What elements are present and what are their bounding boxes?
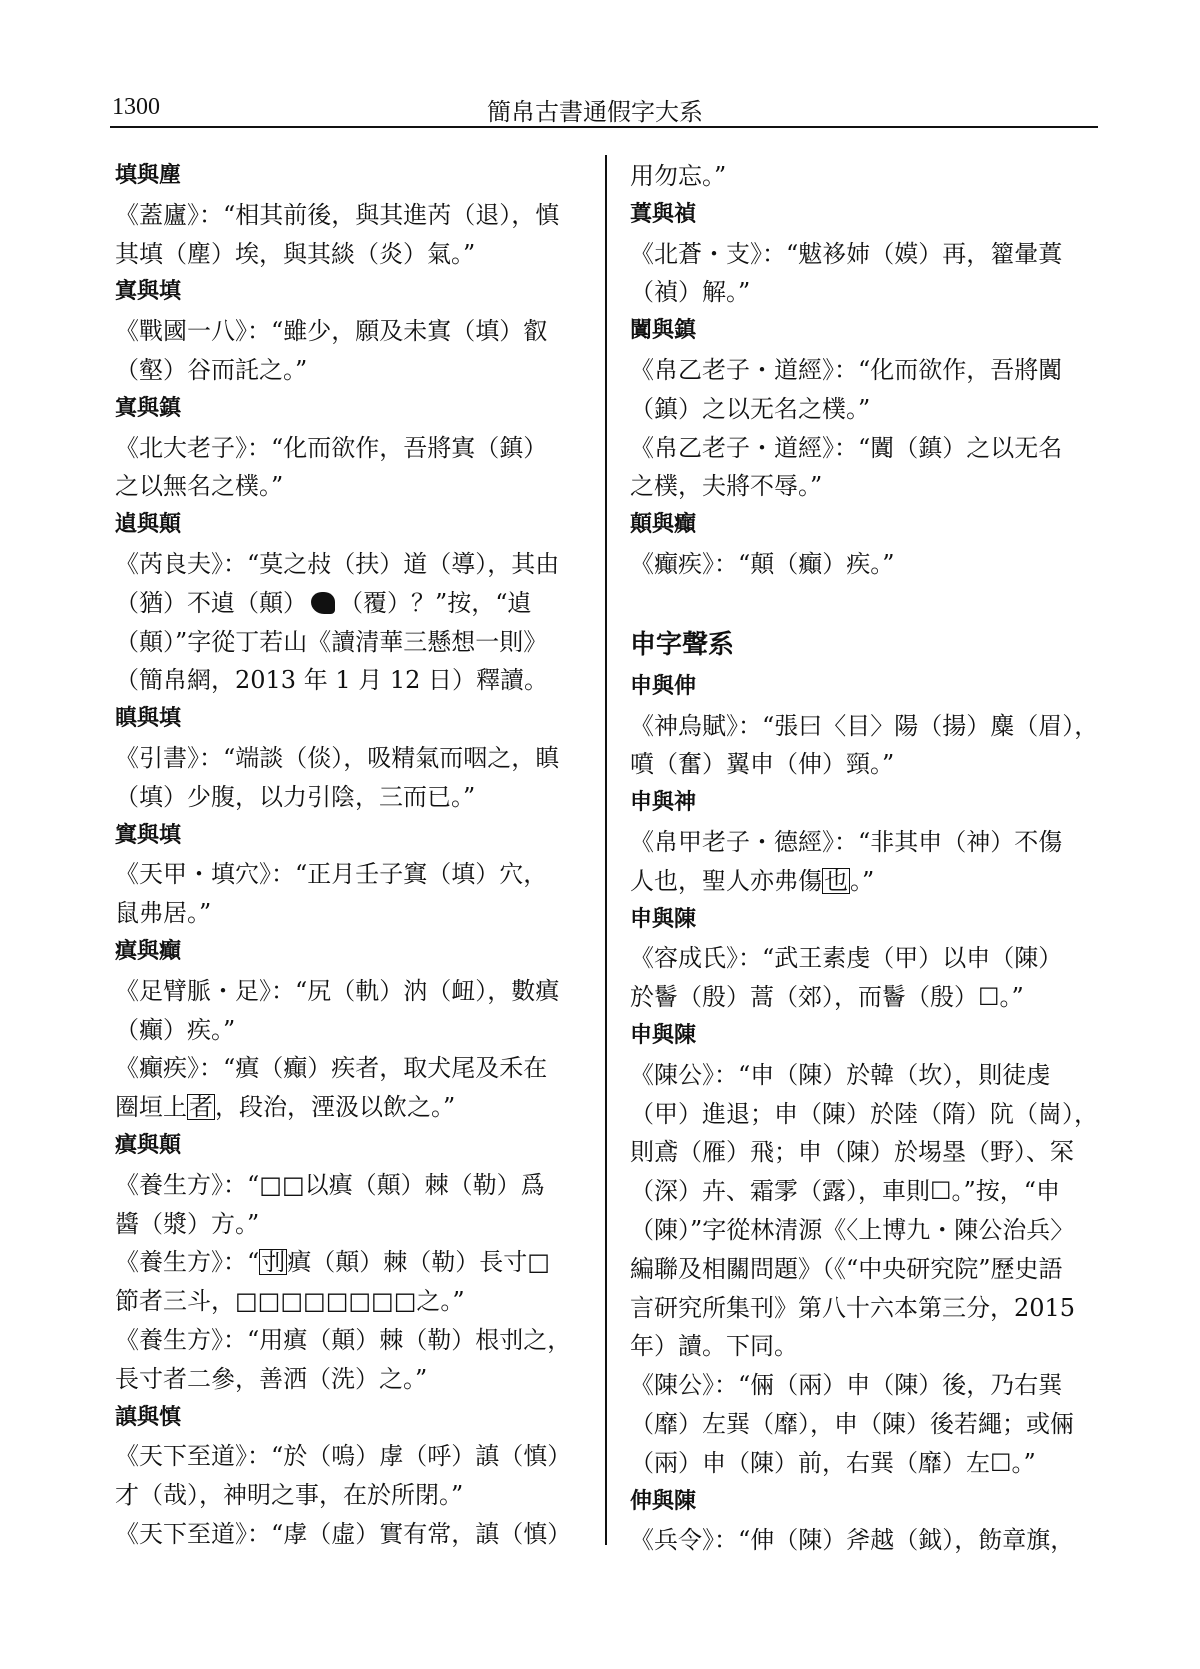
text-segment: 《養生方》：“用瘨（顛）棘（勒）根刌之， <box>115 1325 572 1354</box>
entry-headword <box>630 901 1100 940</box>
text-line <box>630 351 1100 390</box>
text-segment: 申與陳 <box>630 906 697 932</box>
text-line <box>630 1172 1100 1211</box>
text-segment: 謓與慎 <box>115 1404 182 1430</box>
text-line <box>115 235 585 274</box>
text-segment: 瘨（顛）棘（勒）長寸□ <box>287 1248 550 1277</box>
text-segment: 瞋與填 <box>115 706 182 732</box>
text-line <box>115 1321 585 1360</box>
text-line <box>115 351 585 390</box>
text-segment: 寘與填 <box>115 279 182 305</box>
text-segment: 則鳶（雁）飛；申（陳）於埸塁（野）、罙 <box>630 1138 1074 1167</box>
text-line <box>630 1095 1100 1134</box>
text-line <box>115 739 585 778</box>
header-rule <box>110 126 1098 128</box>
text-line <box>630 1521 1100 1560</box>
text-line <box>115 1011 585 1050</box>
text-segment: （鎮）之以无名之樸。” <box>630 394 871 423</box>
entry-headword <box>115 700 585 739</box>
entry-headword <box>115 817 585 856</box>
text-line <box>630 1056 1100 1095</box>
text-segment: 圈垣上 <box>115 1093 187 1122</box>
text-line <box>115 1360 585 1399</box>
text-segment: 鼠弗居。” <box>115 899 212 928</box>
text-line <box>630 862 1100 901</box>
entry-headword <box>630 1483 1100 1522</box>
entry-headword <box>115 1399 585 1438</box>
text-line <box>630 707 1100 746</box>
text-line <box>630 978 1100 1017</box>
text-segment: 填與塵 <box>115 163 182 188</box>
text-segment: 《帛甲老子・德經》：“非其申（神）不傷 <box>630 827 1063 856</box>
text-line <box>115 661 585 700</box>
text-segment: 《天甲・填穴》：“正月壬子窴（填）穴， <box>115 860 548 889</box>
text-line <box>115 1515 585 1554</box>
text-segment: （簡帛網，2013 年 1 月 12 日）釋讀。 <box>115 666 549 695</box>
column-divider <box>605 155 607 1545</box>
text-segment: 《養生方》：“ <box>115 1248 260 1277</box>
entry-headword <box>630 784 1100 823</box>
entry-headword <box>115 273 585 312</box>
text-segment: 用勿忘。” <box>630 162 727 190</box>
text-line <box>115 1049 585 1088</box>
text-segment: 言研究所集刊》第八十六本第三分，2015 <box>630 1293 1076 1322</box>
text-segment: 《神烏賦》：“張曰〈目〉陽（揚）麋（眉）， <box>630 711 1099 740</box>
text-line <box>115 196 585 235</box>
text-segment: 申與伸 <box>630 673 697 699</box>
text-line <box>115 855 585 894</box>
text-line <box>115 972 585 1011</box>
text-line <box>115 778 585 817</box>
text-segment: 伸與陳 <box>630 1488 697 1514</box>
entry-headword <box>115 390 585 429</box>
entry-headword <box>630 668 1100 707</box>
text-segment: 申字聲系 <box>630 629 735 660</box>
text-segment: 《容成氏》：“武王素虔（甲）以申（陳） <box>630 944 1063 973</box>
text-segment: 才（哉），神明之事，在於所閉。” <box>115 1481 464 1510</box>
text-segment: 闐與鎮 <box>630 318 697 344</box>
text-line <box>630 429 1100 468</box>
text-segment: 節者三斗，□□□□□□□□之。” <box>115 1287 465 1316</box>
text-segment: 《天下至道》：“虖（虛）實有常，謓（慎） <box>115 1519 572 1548</box>
text-line <box>115 1166 585 1205</box>
text-segment: 《足臂脈・足》：“尻（軌）汭（衄），數瘨 <box>115 976 560 1005</box>
text-segment: 。” <box>850 866 875 895</box>
text-line <box>630 273 1100 312</box>
text-line <box>630 939 1100 978</box>
text-segment: 《北蒼・支》：“魃袳姉（嫫）再，籊暈蒖 <box>630 239 1063 268</box>
entry-headword <box>630 1017 1100 1056</box>
text-line <box>630 1289 1100 1328</box>
text-segment: 長寸者二參，善洒（洗）之。” <box>115 1364 428 1393</box>
text-line <box>115 1437 585 1476</box>
text-segment: 窴與填 <box>115 822 182 848</box>
text-line <box>115 894 585 933</box>
text-segment: （靡）左𢁉（靡），申（陳）後若繩；或倆 <box>630 1409 1074 1438</box>
section-heading <box>630 622 1100 668</box>
text-segment: 《帛乙老子・道經》：“化而欲作，吾將闐 <box>630 355 1063 384</box>
text-segment: 遉與顛 <box>115 512 182 538</box>
text-segment: （陳）”字從林清源《〈上博九・陳公治兵〉 <box>630 1215 1075 1244</box>
text-segment: 申與神 <box>630 790 697 816</box>
text-segment: 《養生方》：“□□以瘨（顛）棘（勒）爲 <box>115 1170 545 1199</box>
text-segment: （兩）申（陳）前，右𢁉（靡）左☐。” <box>630 1448 1036 1477</box>
text-segment: 申與陳 <box>630 1022 697 1048</box>
text-segment: （癲）疾。” <box>115 1015 236 1044</box>
text-line <box>630 1211 1100 1250</box>
entry-headword <box>115 1127 585 1166</box>
text-segment: 醬（漿）方。” <box>115 1209 260 1238</box>
text-line <box>115 429 585 468</box>
text-line <box>115 467 585 506</box>
boxed-character: 者 <box>189 1093 213 1122</box>
text-segment: 《兵令》：“伸（陳）斧越（鉞），飭章旗， <box>630 1526 1075 1555</box>
text-segment: 年）讀。下同。 <box>630 1332 798 1361</box>
text-segment: （壑）谷而託之。” <box>115 355 308 384</box>
text-segment: （深）卉、霜雺（露），車則☐。”按，“申 <box>630 1177 1061 1206</box>
running-title: 簡帛古書通假字大系 <box>487 98 703 126</box>
text-segment: 其填（塵）埃，與其緂（炎）氣。” <box>115 239 476 268</box>
text-segment: （禎）解。” <box>630 278 751 307</box>
text-segment: 蒖與禎 <box>630 201 697 227</box>
text-line <box>630 1366 1100 1405</box>
text-segment: ，段治，湮汲以飲之。” <box>215 1093 456 1122</box>
entry-headword <box>115 933 585 972</box>
text-line <box>115 312 585 351</box>
text-line <box>630 157 1100 196</box>
text-segment: 之樸，夫將不辱。” <box>630 472 823 501</box>
text-segment: 《癲疾》：“顛（癲）疾。” <box>630 549 895 578</box>
text-line <box>115 623 585 662</box>
boxed-character: 也 <box>824 866 848 895</box>
text-line <box>630 1405 1100 1444</box>
text-line <box>630 1444 1100 1483</box>
text-segment: 《蓋廬》：“相其前後，與其進芮（退），慎 <box>115 200 560 229</box>
text-segment: 《北大老子》：“化而欲作，吾將寘（鎮） <box>115 433 548 462</box>
text-segment: 於鬠（殷）蒿（郊），而鬠（殷）☐。” <box>630 983 1024 1012</box>
text-line <box>630 823 1100 862</box>
entry-headword <box>630 312 1100 351</box>
entry-headword <box>630 196 1100 235</box>
text-line <box>115 1243 585 1282</box>
text-segment: 《陳公》：“申（陳）於韓（坎），則徒虔 <box>630 1060 1051 1089</box>
text-segment: 寘與鎮 <box>115 395 182 421</box>
text-line <box>115 1088 585 1127</box>
text-line <box>630 1250 1100 1289</box>
text-line <box>630 390 1100 429</box>
text-segment: （填）少腹，以力引陰，三而已。” <box>115 782 476 811</box>
text-line <box>630 1327 1100 1366</box>
text-segment: （顛）”字從丁若山《讀清華三懸想一則》 <box>115 627 548 656</box>
page-number: 1300 <box>112 94 160 120</box>
left-column <box>115 157 585 1554</box>
entry-headword <box>630 506 1100 545</box>
text-segment: （甲）進退；申（陳）於陸（隋）阬（崗）， <box>630 1099 1098 1128</box>
text-line <box>115 1476 585 1515</box>
text-line <box>115 1205 585 1244</box>
text-line <box>630 1133 1100 1172</box>
boxed-character: 刌 <box>261 1248 286 1277</box>
text-segment: 《引書》：“端談（倓），吸精氣而咽之，瞋 <box>115 743 560 772</box>
text-segment: 《芮良夫》：“莫之敊（扶）道（導），其由 <box>115 549 560 578</box>
text-segment: 《帛乙老子・道經》：“闐（鎮）之以无名 <box>630 433 1063 462</box>
text-segment: 顛與癲 <box>630 512 697 538</box>
text-line <box>115 1282 585 1321</box>
entry-headword <box>115 157 585 196</box>
text-segment: 噴（奮）翼申（伸）頸。” <box>630 750 895 779</box>
text-segment: 人也，聖人亦弗傷 <box>630 866 822 895</box>
text-line <box>630 745 1100 784</box>
text-line <box>115 584 585 623</box>
text-line <box>630 545 1100 584</box>
text-segment: 《戰國一八》：“雖少，願及未寘（填）叡 <box>115 317 548 346</box>
unidentified-glyph-icon <box>311 592 335 614</box>
text-segment: 瘨與顛 <box>115 1132 182 1158</box>
text-segment: 《天下至道》：“於（嗚）虖（呼）謓（慎） <box>115 1442 572 1471</box>
text-segment: 《癲疾》：“瘨（癲）疾者，取犬尾及禾在 <box>115 1054 548 1083</box>
text-segment: 編聯及相關問題》（《“中央研究院”歷史語 <box>630 1254 1063 1283</box>
text-line <box>115 545 585 584</box>
right-column <box>630 157 1100 1560</box>
text-segment: 之以無名之樸。” <box>115 472 284 501</box>
text-segment: 瘨與癲 <box>115 938 182 964</box>
text-line <box>630 467 1100 506</box>
entry-headword <box>115 506 585 545</box>
text-line <box>630 235 1100 274</box>
text-segment: （覆）？”按，“遉 <box>339 588 532 617</box>
text-segment: （猶）不遉（顛） <box>115 588 307 617</box>
text-segment: 《陳公》：“倆（兩）申（陳）後，乃右𢁉 <box>630 1371 1063 1400</box>
